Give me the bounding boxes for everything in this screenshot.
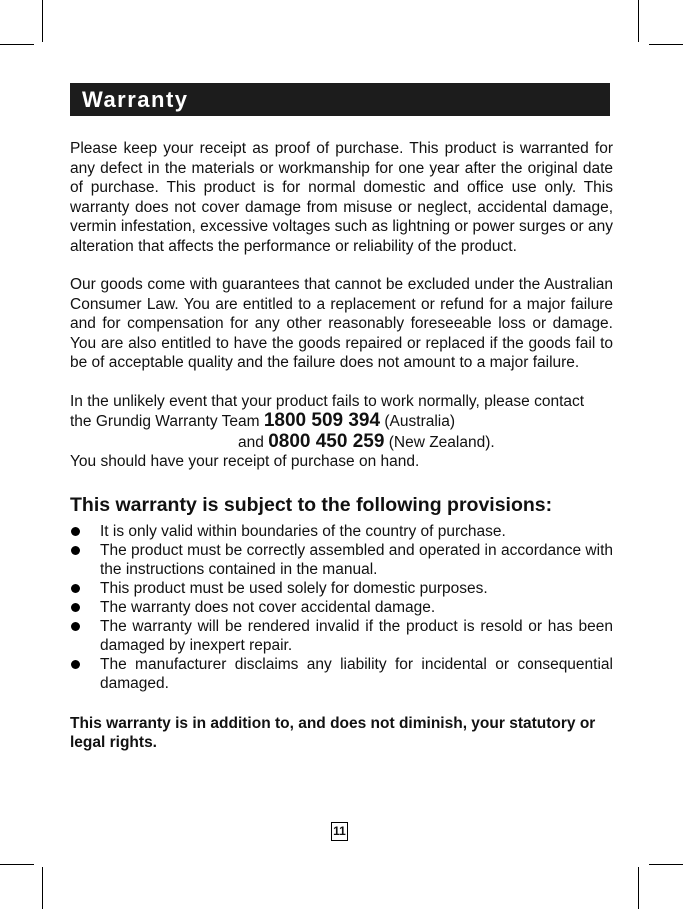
phone-number-au: 1800 509 394 <box>263 410 381 431</box>
crop-mark <box>638 0 639 42</box>
provision-text: The warranty will be rendered invalid if the product is resold or has been damaged by inexpert repair. <box>100 617 613 654</box>
provision-text: The manufacturer disclaims any liability for incidental or consequential damaged. <box>100 655 613 692</box>
crop-mark <box>649 864 683 865</box>
team-prefix: the Grundig Warranty Team <box>70 413 260 430</box>
region-nz: (New Zealand). <box>388 433 495 451</box>
bullet-icon <box>71 584 80 593</box>
list-item <box>70 579 613 598</box>
list-item <box>70 655 613 693</box>
consumer-law-paragraph: Our goods come with guarantees that cannot be excluded under the Australian Consumer Law. You are entitled to a replacement or refund for a major failure and for compensation for any other reasonably foreseeable loss or damage. You are also entitled to have the goods repaired or replaced if the goods fail to be of acceptable quality and the failure does not amount to a major failure. <box>70 276 613 371</box>
list-item <box>70 541 613 579</box>
region-au: (Australia) <box>384 413 456 430</box>
contact-line-nz <box>70 432 613 453</box>
provisions-heading: This warranty is subject to the following provisions: <box>70 493 553 516</box>
bullet-icon <box>71 622 80 631</box>
contact-block <box>70 392 613 472</box>
receipt-note: You should have your receipt of purchase on hand. <box>70 453 420 470</box>
crop-mark <box>0 864 34 865</box>
provision-text: It is only valid within boundaries of the country of purchase. <box>100 522 506 540</box>
provisions-list <box>70 522 613 693</box>
bullet-icon <box>71 546 80 555</box>
section-banner <box>70 83 610 116</box>
crop-mark <box>649 44 683 45</box>
bullet-icon <box>71 660 80 669</box>
section-title: Warranty <box>82 87 189 112</box>
bullet-icon <box>71 527 80 536</box>
and-label: and <box>238 433 264 451</box>
closing-statement: This warranty is in addition to, and does not diminish, your statutory or legal rights. <box>70 714 596 751</box>
crop-mark <box>638 867 639 909</box>
list-item <box>70 522 613 541</box>
page-number: 11 <box>331 822 348 841</box>
contact-intro: In the unlikely event that your product fails to work normally, please contact <box>70 392 585 410</box>
bullet-icon <box>71 603 80 612</box>
crop-mark <box>0 44 34 45</box>
phone-number-nz: 0800 450 259 <box>268 430 385 452</box>
crop-mark <box>42 867 43 909</box>
provision-text: The product must be correctly assembled and operated in accordance with the instructions contained in the manual. <box>100 541 613 578</box>
provision-text: This product must be used solely for domestic purposes. <box>100 579 488 597</box>
contact-line-au <box>70 411 613 432</box>
provision-text: The warranty does not cover accidental damage. <box>100 598 436 616</box>
list-item <box>70 617 613 655</box>
warranty-body <box>70 139 613 753</box>
warranty-paragraph: Please keep your receipt as proof of purchase. This product is warranted for any defect in the materials or workmanship for one year after the original date of purchase. This product is for normal domestic and office use only. This warranty does not cover damage from misuse or neglect, accidental damage, vermin infestation, excessive voltages such as lightning or power surges or any alteration that affects the performance or reliability of the product. <box>70 140 613 255</box>
crop-mark <box>42 0 43 42</box>
list-item <box>70 598 613 617</box>
